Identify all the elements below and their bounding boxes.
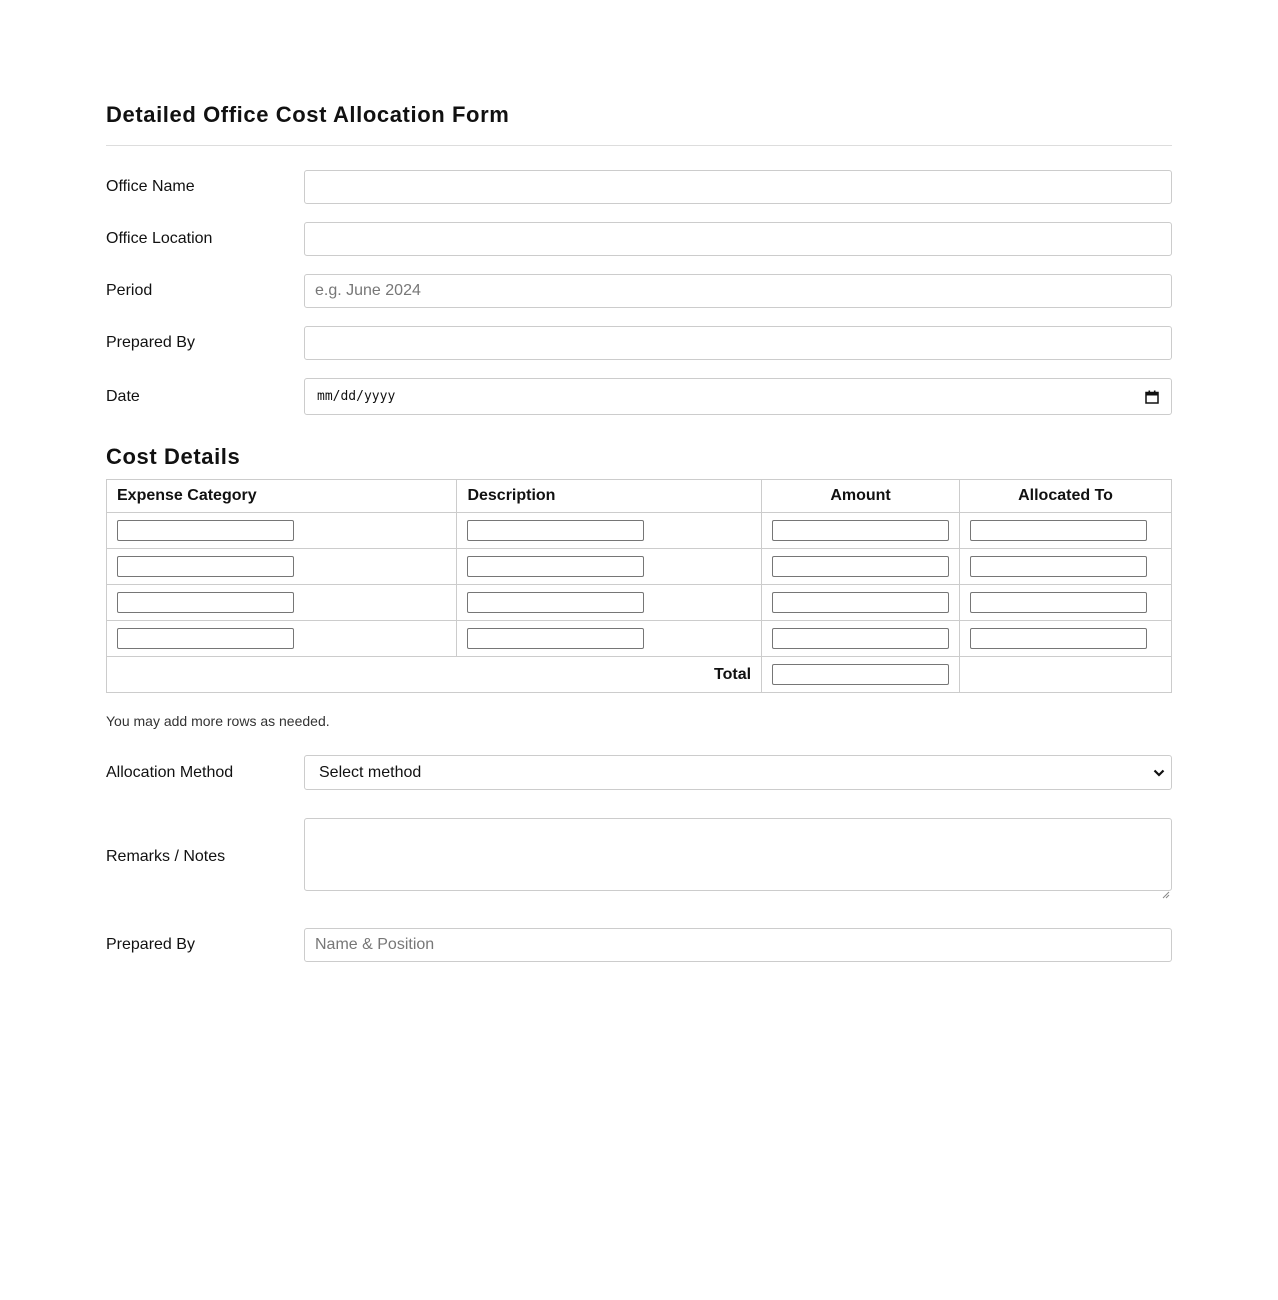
description-input[interactable] — [467, 556, 644, 577]
allocated-to-input[interactable] — [970, 592, 1147, 613]
chevron-down-icon — [1153, 769, 1165, 777]
total-row — [107, 657, 1172, 693]
office-name-input[interactable] — [304, 170, 1172, 204]
total-empty-cell — [960, 657, 1172, 693]
prepared-by-bottom-row — [106, 928, 1172, 962]
office-name-label: Office Name — [106, 178, 195, 195]
period-label: Period — [106, 282, 153, 299]
allocated-to-input[interactable] — [970, 556, 1147, 577]
prepared-by-bottom-label: Prepared By — [106, 936, 195, 953]
remarks-textarea[interactable] — [304, 818, 1172, 891]
allocation-method-label: Allocation Method — [106, 763, 234, 781]
table-row — [107, 621, 1172, 657]
office-location-row — [106, 222, 1172, 256]
amount-input[interactable] — [772, 628, 949, 649]
date-placeholder: mm/dd/yyyy — [317, 389, 396, 404]
allocated-to-input[interactable] — [970, 520, 1147, 541]
period-row — [106, 274, 1172, 308]
remarks-row — [106, 818, 1172, 896]
total-label: Total — [107, 657, 762, 693]
date-label: Date — [106, 387, 140, 405]
expense-category-input[interactable] — [117, 520, 294, 541]
calendar-icon[interactable] — [1145, 390, 1159, 404]
date-row — [106, 378, 1172, 415]
title-divider — [106, 145, 1172, 146]
page-title: Detailed Office Cost Allocation Form — [106, 102, 510, 127]
column-header-expense-category: Expense Category — [107, 480, 457, 513]
description-input[interactable] — [467, 592, 644, 613]
allocation-method-selected: Select method — [319, 763, 422, 781]
amount-input[interactable] — [772, 592, 949, 613]
expense-category-input[interactable] — [117, 556, 294, 577]
amount-input[interactable] — [772, 520, 949, 541]
column-header-allocated-to: Allocated To — [960, 480, 1172, 513]
remarks-label: Remarks / Notes — [106, 848, 226, 865]
resize-grip-icon[interactable] — [1162, 886, 1170, 894]
cost-details-table — [106, 479, 1172, 693]
description-input[interactable] — [467, 520, 644, 541]
amount-input[interactable] — [772, 556, 949, 577]
table-header-row — [107, 480, 1172, 513]
description-input[interactable] — [467, 628, 644, 649]
office-location-input[interactable] — [304, 222, 1172, 256]
prepared-by-top-label: Prepared By — [106, 334, 195, 351]
office-location-label: Office Location — [106, 230, 213, 247]
table-row — [107, 585, 1172, 621]
allocation-method-select[interactable] — [304, 755, 1172, 790]
column-header-amount: Amount — [762, 480, 960, 513]
add-rows-note: You may add more rows as needed. — [106, 713, 330, 729]
office-name-row — [106, 170, 1172, 204]
cost-allocation-form — [106, 0, 1172, 962]
period-input[interactable] — [304, 274, 1172, 308]
total-amount-input[interactable] — [772, 664, 949, 685]
allocated-to-input[interactable] — [970, 628, 1147, 649]
table-row — [107, 549, 1172, 585]
column-header-description: Description — [457, 480, 762, 513]
allocation-method-row — [106, 755, 1172, 790]
prepared-by-bottom-input[interactable] — [304, 928, 1172, 962]
expense-category-input[interactable] — [117, 592, 294, 613]
table-row — [107, 513, 1172, 549]
expense-category-input[interactable] — [117, 628, 294, 649]
cost-details-heading: Cost Details — [106, 444, 241, 469]
date-input[interactable] — [304, 378, 1172, 415]
prepared-by-top-input[interactable] — [304, 326, 1172, 360]
prepared-by-top-row — [106, 326, 1172, 360]
